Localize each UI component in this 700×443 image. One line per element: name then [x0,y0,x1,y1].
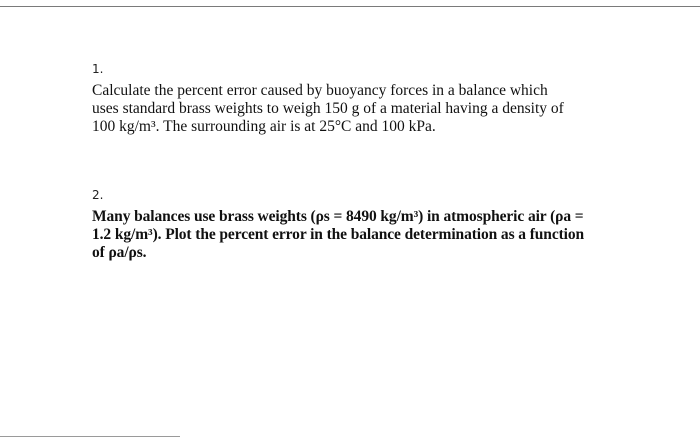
question-1-number: 1. [92,62,104,76]
question-1-line-1: Calculate the percent error caused by buoyancy forces in a balance which [92,82,548,99]
question-2-line-1: Many balances use brass weights (ρs = 8490 kg/m³) in atmospheric air (ρa = [92,208,584,225]
question-2-line-3: of ρa/ρs. [92,244,147,261]
question-2-line-2: 1.2 kg/m³). Plot the percent error in the balance determination as a function [92,226,585,243]
top-divider [0,6,700,7]
question-1-line-2: uses standard brass weights to weigh 150 g of a material having a density of [92,100,564,117]
question-1-text [92,82,652,136]
question-2-number: 2. [92,188,104,202]
question-2-text [92,208,652,262]
question-1-line-3: 100 kg/m³. The surrounding air is at 25°C and 100 kPa. [92,118,436,135]
bottom-divider [0,436,180,437]
